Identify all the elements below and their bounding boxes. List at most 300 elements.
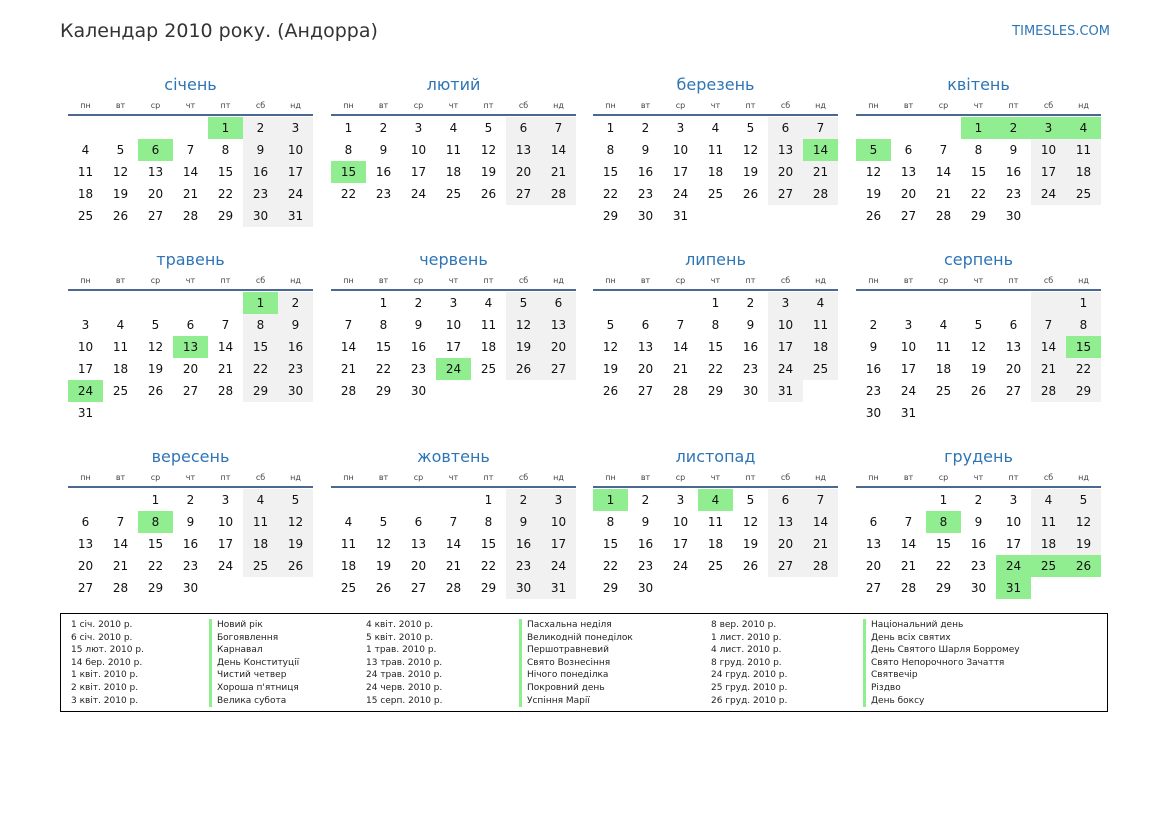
- empty-cell: [173, 117, 208, 139]
- day-cell: 16: [1005, 165, 1022, 179]
- day-cell: 22: [217, 187, 234, 201]
- empty-cell: [173, 292, 208, 314]
- day-cell: 27: [900, 209, 917, 223]
- empty-cell: [138, 292, 173, 314]
- day-cell: 24: [410, 187, 427, 201]
- day-cell: 11: [1066, 139, 1101, 161]
- day-cell: 9: [278, 314, 313, 336]
- legend-entry: 1 трав. 2010 р.: [366, 645, 437, 656]
- weekday-label: пт: [1008, 101, 1019, 110]
- legend-entry: Чистий четвер: [209, 669, 299, 682]
- empty-cell: [208, 577, 243, 599]
- day-cell: 25: [77, 209, 94, 223]
- day-cell: 19: [602, 362, 619, 376]
- site-link[interactable]: TIMESLES.COM: [1012, 24, 1110, 39]
- day-cell: 23: [865, 384, 882, 398]
- legend-entry: 8 груд. 2010 р.: [711, 657, 782, 668]
- day-cell: 15: [935, 537, 952, 551]
- day-cell: 11: [707, 515, 724, 529]
- day-cell: 20: [768, 161, 803, 183]
- day-cell: 14: [803, 511, 838, 533]
- day-cell: 15: [480, 537, 497, 551]
- day-cell: 26: [278, 555, 313, 577]
- weekday-label: нд: [1078, 101, 1089, 110]
- day-cell: 25: [445, 187, 462, 201]
- empty-cell: [173, 402, 208, 424]
- day-cell: 1: [484, 493, 493, 507]
- legend-entry: День боксу: [863, 695, 1020, 708]
- day-cell: 21: [182, 187, 199, 201]
- day-cell: 7: [541, 117, 576, 139]
- day-cell: 12: [1066, 511, 1101, 533]
- legend-entry: Святвечір: [863, 669, 1020, 682]
- day-cell: 29: [375, 384, 392, 398]
- day-cell: 30: [637, 581, 654, 595]
- empty-cell: [138, 117, 173, 139]
- day-cell: 13: [900, 165, 917, 179]
- weekday-label: ср: [675, 101, 686, 110]
- day-cell: 20: [77, 559, 94, 573]
- day-cell: 10: [410, 143, 427, 157]
- weekday-label: вт: [640, 101, 651, 110]
- day-cell: 20: [541, 336, 576, 358]
- empty-cell: [103, 489, 138, 511]
- empty-cell: [471, 380, 506, 402]
- day-cell: 22: [243, 358, 278, 380]
- empty-cell: [996, 292, 1031, 314]
- day-cell: 24: [68, 380, 103, 402]
- day-cell: 1: [243, 292, 278, 314]
- day-cell: 2: [641, 493, 650, 507]
- weekday-label: чт: [448, 101, 459, 110]
- day-cell: 22: [935, 559, 952, 573]
- day-cell: 17: [672, 537, 689, 551]
- day-cell: 7: [676, 318, 685, 332]
- legend-entry: 6 січ. 2010 р.: [71, 632, 133, 643]
- day-cell: 19: [480, 165, 497, 179]
- day-cell: 3: [414, 121, 423, 135]
- legend-dates-col-1: [71, 619, 144, 707]
- day-cell: 22: [1066, 358, 1101, 380]
- day-cell: 31: [77, 406, 94, 420]
- weekday-label: чт: [710, 276, 721, 285]
- legend-entry: 1 січ. 2010 р.: [71, 620, 133, 630]
- day-cell: 30: [742, 384, 759, 398]
- weekday-label: пн: [343, 276, 354, 285]
- day-cell: 24: [436, 358, 471, 380]
- day-cell: 30: [637, 209, 654, 223]
- legend-entry: День Святого Шарля Борромеу: [863, 644, 1020, 657]
- weekday-label: ср: [938, 101, 949, 110]
- legend-entry: 25 груд. 2010 р.: [711, 682, 788, 693]
- day-cell: 11: [803, 314, 838, 336]
- legend-entry: 8 вер. 2010 р.: [711, 620, 777, 630]
- day-cell: 1: [606, 121, 615, 135]
- weekday-header: [593, 472, 838, 488]
- month-2: [331, 74, 576, 205]
- days-grid: [68, 489, 313, 599]
- weekday-label: нд: [815, 276, 826, 285]
- weekday-label: чт: [448, 473, 459, 482]
- day-cell: 2: [506, 489, 541, 511]
- legend-entry: 15 серп. 2010 р.: [366, 695, 443, 706]
- weekday-label: вт: [115, 101, 126, 110]
- day-cell: 17: [768, 336, 803, 358]
- day-cell: 25: [803, 358, 838, 380]
- day-cell: 18: [1066, 161, 1101, 183]
- day-cell: 7: [116, 515, 125, 529]
- empty-cell: [768, 205, 803, 227]
- day-cell: 28: [217, 384, 234, 398]
- day-cell: 8: [243, 314, 278, 336]
- empty-cell: [243, 402, 278, 424]
- legend-entry: Покровний день: [519, 682, 633, 695]
- weekday-header: [68, 275, 313, 291]
- empty-cell: [103, 402, 138, 424]
- day-cell: 11: [935, 340, 952, 354]
- day-cell: 24: [541, 555, 576, 577]
- month-6: [331, 249, 576, 402]
- day-cell: 16: [278, 336, 313, 358]
- day-cell: 10: [672, 143, 689, 157]
- day-cell: 31: [996, 577, 1031, 599]
- weekday-label: ср: [150, 101, 161, 110]
- legend-entry: День Конституції: [209, 657, 299, 670]
- day-cell: 5: [278, 489, 313, 511]
- day-cell: 14: [340, 340, 357, 354]
- legend-entry: 26 груд. 2010 р.: [711, 695, 788, 706]
- days-grid: [68, 292, 313, 424]
- day-cell: 26: [375, 581, 392, 595]
- weekday-label: сб: [1043, 276, 1054, 285]
- day-cell: 15: [970, 165, 987, 179]
- day-cell: 7: [803, 117, 838, 139]
- day-cell: 29: [217, 209, 234, 223]
- day-cell: 17: [410, 165, 427, 179]
- empty-cell: [961, 292, 996, 314]
- day-cell: 4: [711, 121, 720, 135]
- day-cell: 14: [541, 139, 576, 161]
- legend-entry: Свято Вознесіння: [519, 657, 633, 670]
- day-cell: 25: [935, 384, 952, 398]
- day-cell: 6: [641, 318, 650, 332]
- weekday-label: пт: [483, 473, 494, 482]
- weekday-label: ср: [413, 101, 424, 110]
- day-cell: 9: [379, 143, 388, 157]
- weekday-label: вт: [115, 473, 126, 482]
- month-1: [68, 74, 313, 227]
- empty-cell: [891, 292, 926, 314]
- day-cell: 27: [541, 358, 576, 380]
- day-cell: 6: [138, 139, 173, 161]
- legend-entry: Першотравневий: [519, 644, 633, 657]
- legend-entry: 4 квіт. 2010 р.: [366, 620, 434, 630]
- day-cell: 4: [449, 121, 458, 135]
- day-cell: 9: [641, 515, 650, 529]
- day-cell: 5: [506, 292, 541, 314]
- day-cell: 10: [768, 314, 803, 336]
- weekday-header: [856, 275, 1101, 291]
- days-grid: [856, 292, 1101, 424]
- day-cell: 3: [1031, 117, 1066, 139]
- month-name: травень: [156, 250, 225, 269]
- empty-cell: [961, 402, 996, 424]
- day-cell: 1: [593, 489, 628, 511]
- legend-entry: Національний день: [863, 619, 1020, 632]
- weekday-label: вт: [903, 101, 914, 110]
- day-cell: 21: [672, 362, 689, 376]
- day-cell: 28: [112, 581, 129, 595]
- page-title: Календар 2010 року. (Андорра): [60, 20, 378, 42]
- weekday-header: [593, 100, 838, 116]
- weekday-label: сб: [518, 276, 529, 285]
- month-name: серпень: [944, 250, 1013, 269]
- weekday-label: ср: [675, 473, 686, 482]
- month-name: січень: [164, 75, 217, 94]
- day-cell: 16: [742, 340, 759, 354]
- day-cell: 25: [1031, 555, 1066, 577]
- day-cell: 11: [707, 143, 724, 157]
- day-cell: 30: [1005, 209, 1022, 223]
- day-cell: 25: [112, 384, 129, 398]
- day-cell: 6: [869, 515, 878, 529]
- weekday-label: ср: [938, 473, 949, 482]
- day-cell: 9: [869, 340, 878, 354]
- day-cell: 7: [904, 515, 913, 529]
- day-cell: 21: [900, 559, 917, 573]
- day-cell: 23: [637, 187, 654, 201]
- day-cell: 24: [996, 555, 1031, 577]
- day-cell: 26: [1066, 555, 1101, 577]
- day-cell: 3: [904, 318, 913, 332]
- holiday-legend: [60, 613, 1108, 712]
- day-cell: 30: [506, 577, 541, 599]
- day-cell: 9: [641, 143, 650, 157]
- empty-cell: [68, 489, 103, 511]
- month-name: червень: [419, 250, 488, 269]
- empty-cell: [401, 489, 436, 511]
- day-cell: 7: [803, 489, 838, 511]
- day-cell: 17: [278, 161, 313, 183]
- empty-cell: [926, 292, 961, 314]
- day-cell: 13: [77, 537, 94, 551]
- day-cell: 28: [1031, 380, 1066, 402]
- day-cell: 8: [974, 143, 983, 157]
- weekday-label: нд: [290, 276, 301, 285]
- empty-cell: [996, 402, 1031, 424]
- day-cell: 27: [506, 183, 541, 205]
- day-cell: 19: [147, 362, 164, 376]
- legend-entry: Карнавал: [209, 644, 299, 657]
- day-cell: 5: [746, 121, 755, 135]
- day-cell: 23: [243, 183, 278, 205]
- day-cell: 6: [414, 515, 423, 529]
- day-cell: 31: [672, 209, 689, 223]
- weekday-label: вт: [903, 473, 914, 482]
- days-grid: [331, 117, 576, 205]
- day-cell: 6: [768, 117, 803, 139]
- day-cell: 28: [340, 384, 357, 398]
- empty-cell: [278, 577, 313, 599]
- day-cell: 21: [112, 559, 129, 573]
- day-cell: 25: [480, 362, 497, 376]
- day-cell: 28: [445, 581, 462, 595]
- month-11: [593, 446, 838, 599]
- day-cell: 19: [506, 336, 541, 358]
- empty-cell: [208, 292, 243, 314]
- day-cell: 30: [182, 581, 199, 595]
- empty-cell: [103, 292, 138, 314]
- day-cell: 11: [340, 537, 357, 551]
- empty-cell: [1031, 577, 1066, 599]
- weekday-label: вт: [378, 101, 389, 110]
- empty-cell: [926, 402, 961, 424]
- day-cell: 18: [707, 165, 724, 179]
- empty-cell: [856, 117, 891, 139]
- day-cell: 16: [182, 537, 199, 551]
- weekday-label: пт: [220, 276, 231, 285]
- legend-entry: Пасхальна неділя: [519, 619, 633, 632]
- legend-entry: 15 лют. 2010 р.: [71, 645, 144, 656]
- days-grid: [856, 489, 1101, 599]
- weekday-label: пн: [605, 101, 616, 110]
- day-cell: 14: [182, 165, 199, 179]
- day-cell: 24: [217, 559, 234, 573]
- day-cell: 28: [182, 209, 199, 223]
- day-cell: 12: [742, 143, 759, 157]
- day-cell: 25: [243, 555, 278, 577]
- day-cell: 30: [278, 380, 313, 402]
- day-cell: 31: [278, 205, 313, 227]
- day-cell: 6: [1009, 318, 1018, 332]
- day-cell: 6: [186, 318, 195, 332]
- day-cell: 20: [865, 559, 882, 573]
- day-cell: 12: [865, 165, 882, 179]
- legend-dates-col-3: [711, 619, 787, 707]
- day-cell: 25: [707, 559, 724, 573]
- day-cell: 6: [506, 117, 541, 139]
- day-cell: 18: [445, 165, 462, 179]
- day-cell: 22: [480, 559, 497, 573]
- day-cell: 17: [1031, 161, 1066, 183]
- weekday-header: [68, 100, 313, 116]
- weekday-label: нд: [290, 473, 301, 482]
- day-cell: 1: [1066, 292, 1101, 314]
- weekday-label: пт: [1008, 473, 1019, 482]
- legend-entry: 5 квіт. 2010 р.: [366, 632, 434, 643]
- day-cell: 23: [410, 362, 427, 376]
- day-cell: 25: [1066, 183, 1101, 205]
- day-cell: 13: [506, 139, 541, 161]
- day-cell: 19: [375, 559, 392, 573]
- day-cell: 23: [278, 358, 313, 380]
- day-cell: 8: [484, 515, 493, 529]
- day-cell: 28: [803, 555, 838, 577]
- empty-cell: [698, 205, 733, 227]
- empty-cell: [541, 380, 576, 402]
- day-cell: 20: [768, 533, 803, 555]
- day-cell: 26: [147, 384, 164, 398]
- weekday-label: нд: [553, 276, 564, 285]
- weekday-header: [331, 100, 576, 116]
- day-cell: 28: [900, 581, 917, 595]
- day-cell: 2: [243, 117, 278, 139]
- day-cell: 10: [278, 139, 313, 161]
- day-cell: 31: [541, 577, 576, 599]
- day-cell: 22: [707, 362, 724, 376]
- day-cell: 14: [1031, 336, 1066, 358]
- day-cell: 18: [243, 533, 278, 555]
- day-cell: 8: [221, 143, 230, 157]
- day-cell: 12: [970, 340, 987, 354]
- weekday-label: вт: [903, 276, 914, 285]
- legend-entry: 1 лист. 2010 р.: [711, 632, 782, 643]
- legend-entry: 3 квіт. 2010 р.: [71, 695, 139, 706]
- empty-cell: [803, 380, 838, 402]
- legend-entry: Новий рік: [209, 619, 299, 632]
- day-cell: 4: [698, 489, 733, 511]
- day-cell: 15: [375, 340, 392, 354]
- weekday-label: сб: [518, 101, 529, 110]
- empty-cell: [68, 117, 103, 139]
- day-cell: 20: [410, 559, 427, 573]
- day-cell: 23: [742, 362, 759, 376]
- weekday-header: [856, 472, 1101, 488]
- day-cell: 24: [768, 358, 803, 380]
- empty-cell: [663, 577, 698, 599]
- day-cell: 4: [243, 489, 278, 511]
- day-cell: 31: [768, 380, 803, 402]
- day-cell: 1: [961, 117, 996, 139]
- day-cell: 16: [375, 165, 392, 179]
- weekday-label: пт: [745, 276, 756, 285]
- day-cell: 5: [746, 493, 755, 507]
- weekday-header: [856, 100, 1101, 116]
- day-cell: 12: [480, 143, 497, 157]
- day-cell: 16: [243, 161, 278, 183]
- day-cell: 17: [541, 533, 576, 555]
- day-cell: 27: [147, 209, 164, 223]
- day-cell: 25: [707, 187, 724, 201]
- day-cell: 12: [742, 515, 759, 529]
- empty-cell: [366, 489, 401, 511]
- day-cell: 21: [445, 559, 462, 573]
- weekday-label: сб: [1043, 101, 1054, 110]
- day-cell: 10: [900, 340, 917, 354]
- legend-entry: Хороша п'ятниця: [209, 682, 299, 695]
- day-cell: 16: [637, 537, 654, 551]
- day-cell: 18: [935, 362, 952, 376]
- weekday-label: пт: [1008, 276, 1019, 285]
- weekday-header: [68, 472, 313, 488]
- days-grid: [593, 292, 838, 402]
- empty-cell: [593, 292, 628, 314]
- day-cell: 30: [865, 406, 882, 420]
- day-cell: 12: [147, 340, 164, 354]
- day-cell: 1: [379, 296, 388, 310]
- weekday-label: сб: [255, 473, 266, 482]
- weekday-label: сб: [1043, 473, 1054, 482]
- weekday-label: пн: [605, 276, 616, 285]
- day-cell: 21: [803, 161, 838, 183]
- day-cell: 7: [1031, 314, 1066, 336]
- empty-cell: [856, 489, 891, 511]
- weekday-label: нд: [290, 101, 301, 110]
- day-cell: 28: [803, 183, 838, 205]
- empty-cell: [698, 577, 733, 599]
- day-cell: 5: [379, 515, 388, 529]
- weekday-label: чт: [448, 276, 459, 285]
